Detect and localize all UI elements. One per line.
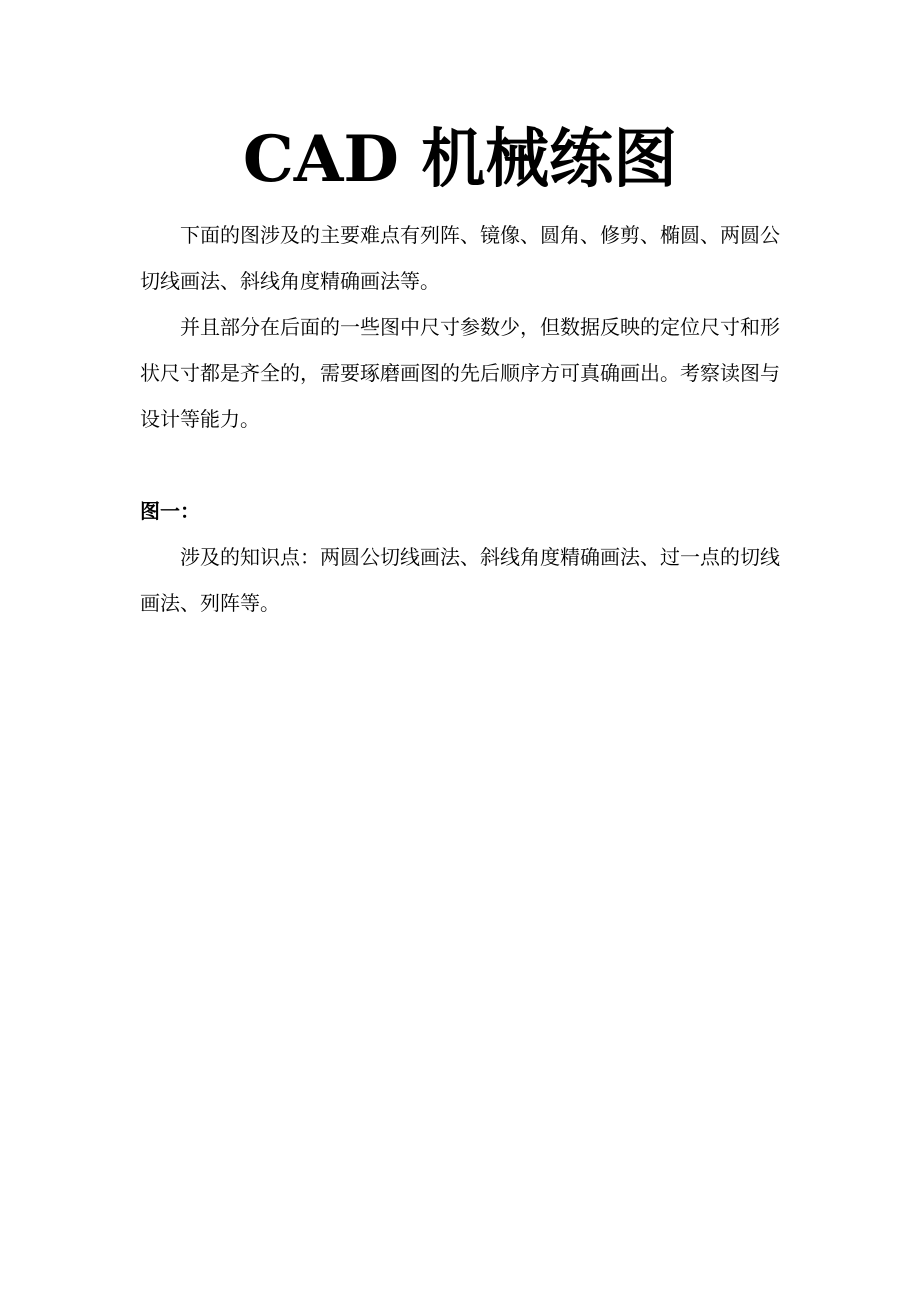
section-paragraph-knowledge-points: 涉及的知识点：两圆公切线画法、斜线角度精确画法、过一点的切线画法、列阵等。 bbox=[140, 545, 780, 615]
intro-paragraph-difficulties: 下面的图涉及的主要难点有列阵、镜像、圆角、修剪、椭圆、两圆公切线画法、斜线角度精确画法等。 bbox=[140, 223, 780, 293]
intro-paragraph-requirements: 并且部分在后面的一些图中尺寸参数少，但数据反映的定位尺寸和形状尺寸都是齐全的，需要琢磨画图的先后顺序方可真确画出。考察读图与设计等能力。 bbox=[140, 315, 780, 431]
document-body bbox=[140, 212, 780, 626]
document-title: CAD 机械练图 bbox=[242, 122, 678, 197]
section-heading-figure-1: 图一： bbox=[140, 499, 200, 523]
